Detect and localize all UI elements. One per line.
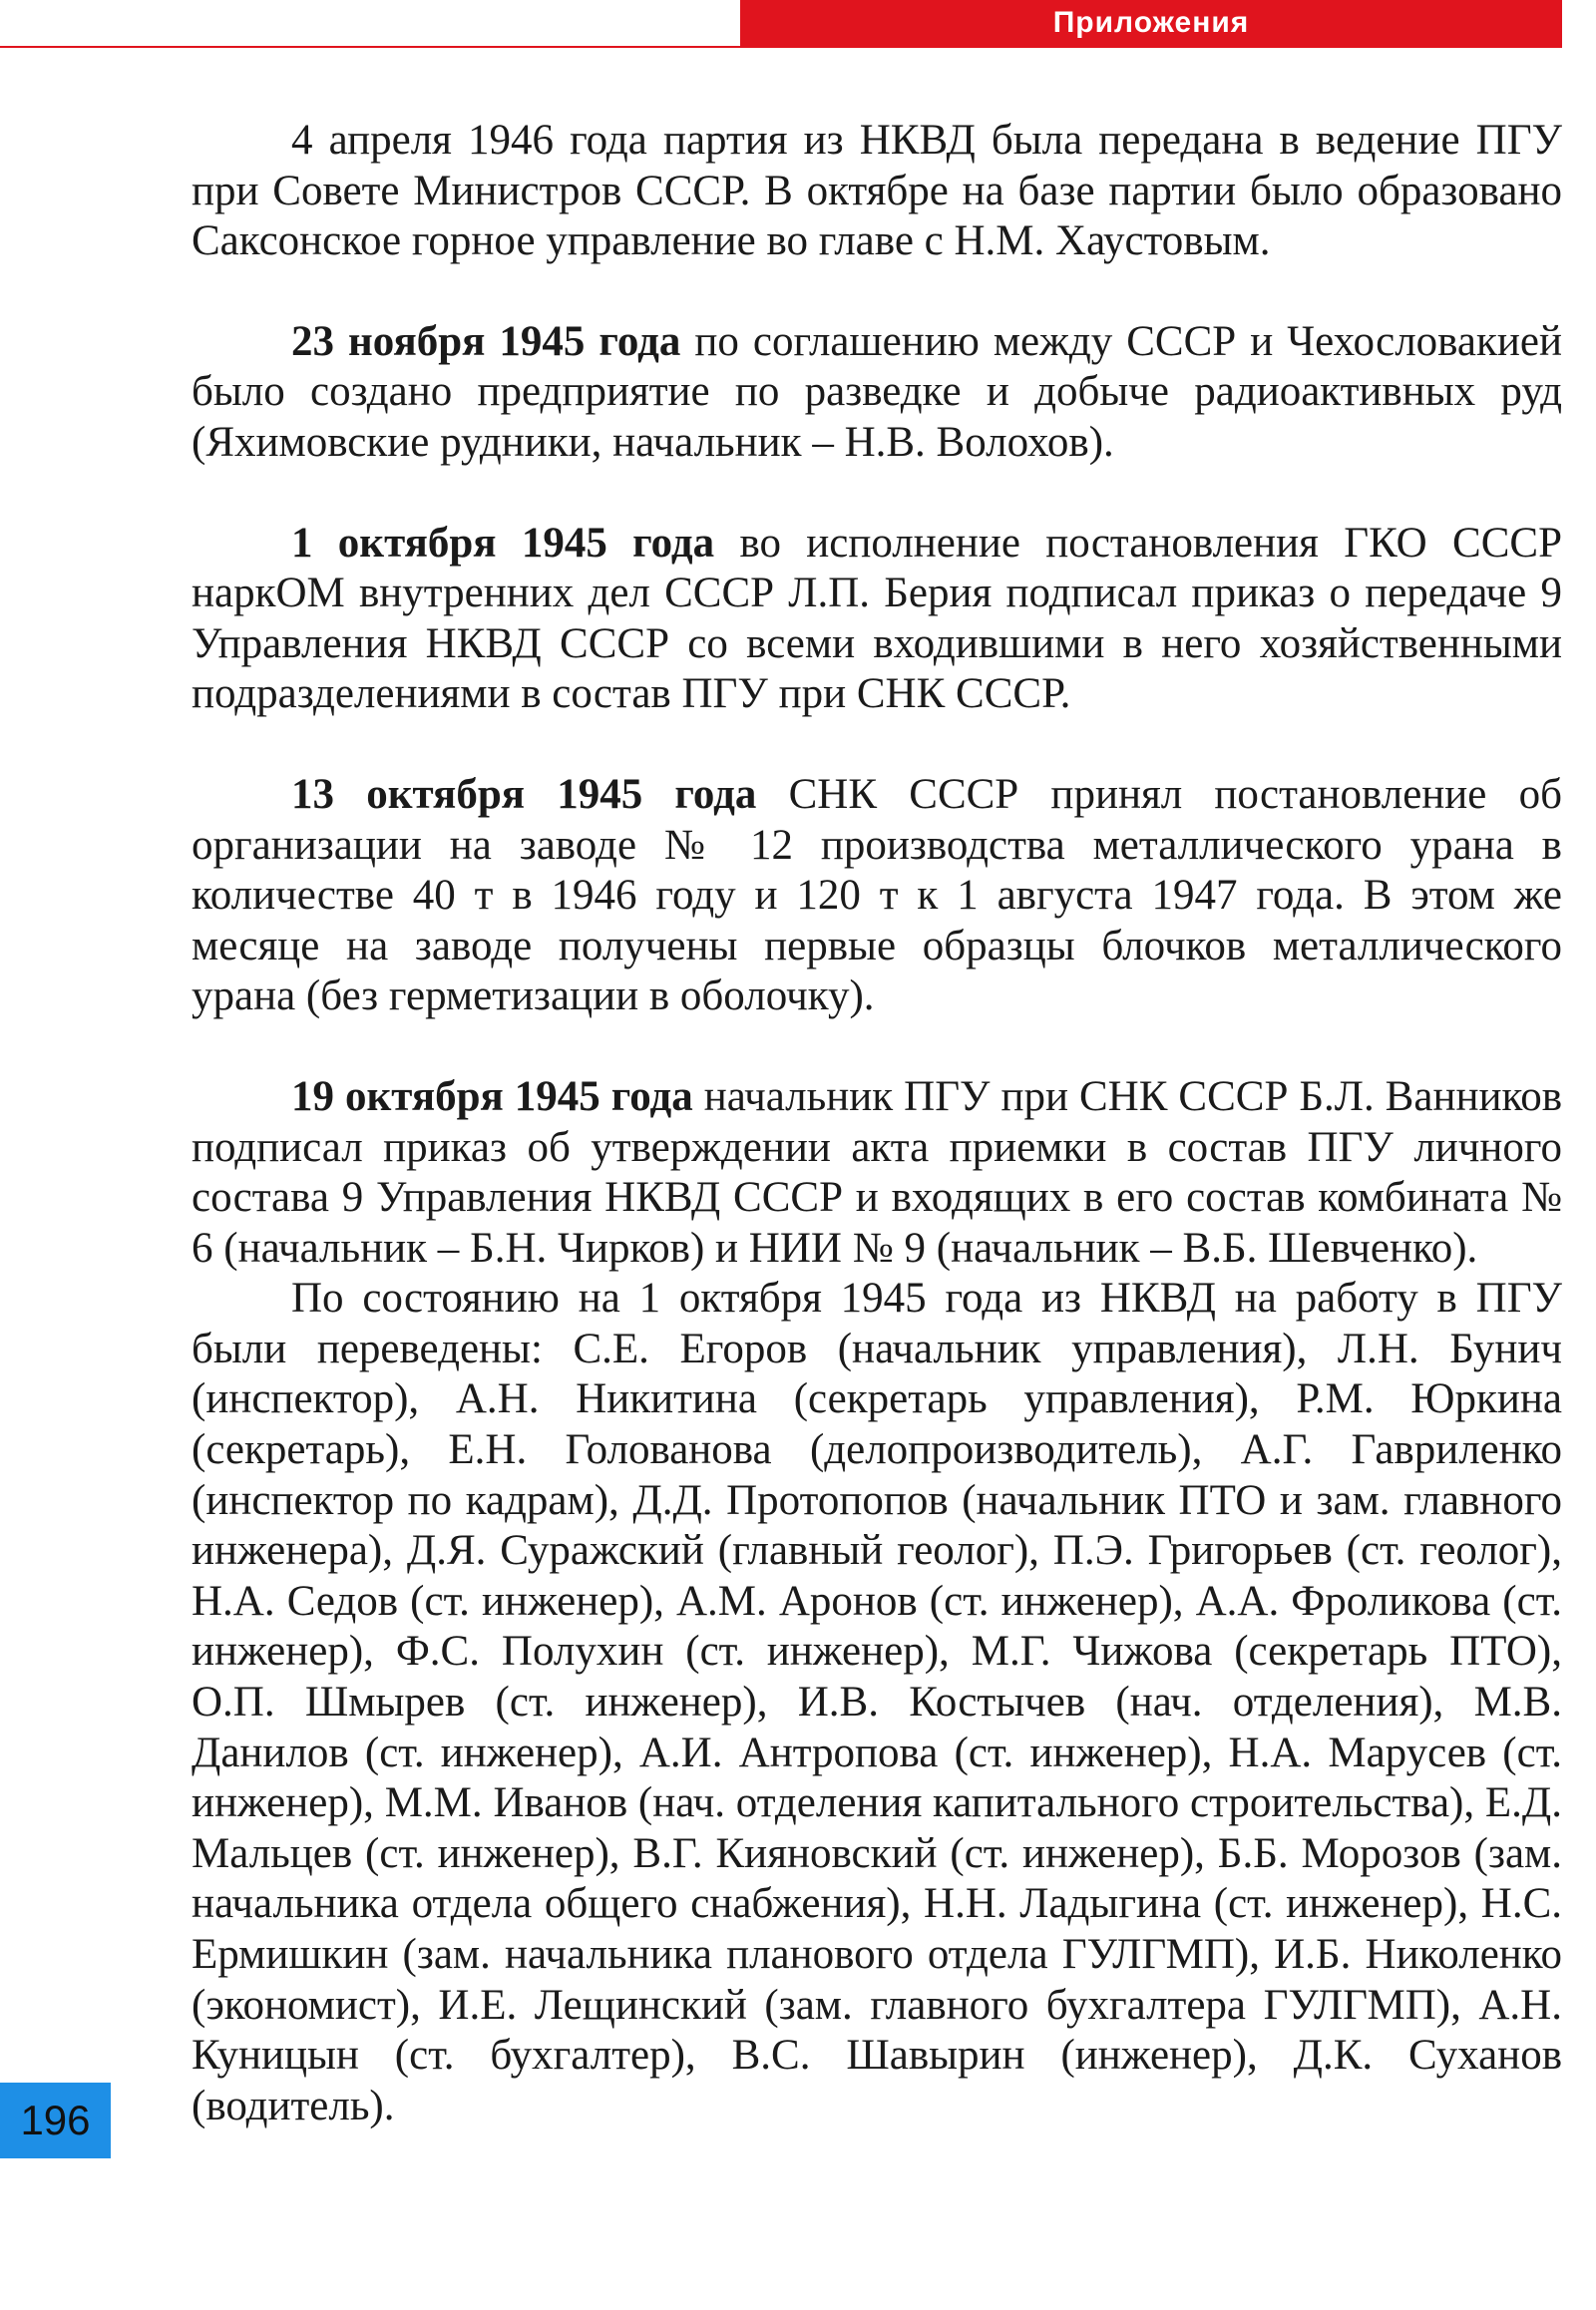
- paragraph-1: [192, 116, 1562, 267]
- paragraph-date: 1 октября 1945 года: [291, 519, 715, 567]
- paragraph-text: во исполнение постановления ГКО СССР наркОМ внутренних дел СССР Л.П. Берия подписал приказ о передаче 9 Управления НКВД СССР со всеми входившими в него хозяйственными подразделениями в состав ПГУ при СНК СССР.: [192, 519, 1562, 718]
- paragraph-text: 4 апреля 1946 года партия из НКВД была передана в ведение ПГУ при Совете Министров СССР. В октябре на базе партии было образовано Саксонское горное управление во главе с Н.М. Хаустовым.: [192, 117, 1562, 265]
- paragraph-3: [192, 519, 1562, 720]
- paragraph-2: [192, 317, 1562, 469]
- section-header: [740, 0, 1562, 46]
- page-number-badge: [0, 2083, 111, 2158]
- page-body: [192, 116, 1562, 2131]
- paragraph-5: [192, 1072, 1562, 1274]
- paragraph-6: [192, 1274, 1562, 2131]
- section-title: Приложения: [1052, 6, 1250, 39]
- header-rule: [0, 46, 1562, 48]
- paragraph-text: По состоянию на 1 октября 1945 года из НКВД на работу в ПГУ были переведены: С.Е. Егоров (начальник управления), Л.Н. Бунич (инспектор), А.Н. Никитина (секретарь управления), Р.М. Юркина (секретарь), Е.Н. Голованова (делопроизводитель), А.Г. Гавриленко (инспектор по кадрам), Д.Д. Протопопов (начальник ПТО и зам. главного инженера), Д.Я. Суражский (главный геолог), П.Э. Григорьев (ст. геолог), Н.А. Седов (ст. инженер), А.М. Аронов (ст. инженер), А.А. Фроликова (ст. инженер), Ф.С. Полухин (ст. инженер), М.Г. Чижова (секретарь ПТО), О.П. Шмырев (ст. инженер), И.В. Костычев (нач. отделения), М.В. Данилов (ст. инженер), А.И. Антропова (ст. инженер), Н.А. Марусев (ст. инженер), М.М. Иванов (нач. отделения капитального строительства), Е.Д. Мальцев (ст. инженер), В.Г. Кияновский (ст. инженер), Б.Б. Морозов (зам. начальника отдела общего снабжения), Н.Н. Ладыгина (ст. инженер), Н.С. Ермишкин (зам. начальника планового отдела ГУЛГМП), И.Б. Николенко (экономист), И.Е. Лещинский (зам. главного бухгалтера ГУЛГМП), А.Н. Куницын (ст. бухгалтер), В.С. Шавырин (инженер), Д.К. Суханов (водитель).: [192, 1275, 1562, 2129]
- paragraph-4: [192, 770, 1562, 1022]
- paragraph-text: по соглашению между СССР и Чехословакией было создано предприятие по разведке и добыче радиоактивных руд (Яхимовские рудники, начальник – Н.В. Волохов).: [192, 317, 1562, 466]
- paragraph-date: 23 ноября 1945 года: [291, 317, 681, 365]
- paragraph-date: 13 октября 1945 года: [291, 770, 757, 818]
- paragraph-date: 19 октября 1945 года: [291, 1072, 693, 1120]
- page-number: 196: [20, 2097, 91, 2143]
- paragraph-text: начальник ПГУ при СНК СССР Б.Л. Ванников подписал приказ об утверждении акта приемки в состав ПГУ личного состава 9 Управления НКВД СССР и входящих в его состав комбината № 6 (начальник – Б.Н. Чирков) и НИИ № 9 (начальник – В.Б. Шевченко).: [192, 1072, 1562, 1272]
- paragraph-text: СНК СССР принял постановление об организации на заводе № 12 производства металлического урана в количестве 40 т в 1946 году и 120 т к 1 августа 1947 года. В этом же месяце на заводе получены первые образцы блочков металлического урана (без герметизации в оболочку).: [192, 770, 1562, 1020]
